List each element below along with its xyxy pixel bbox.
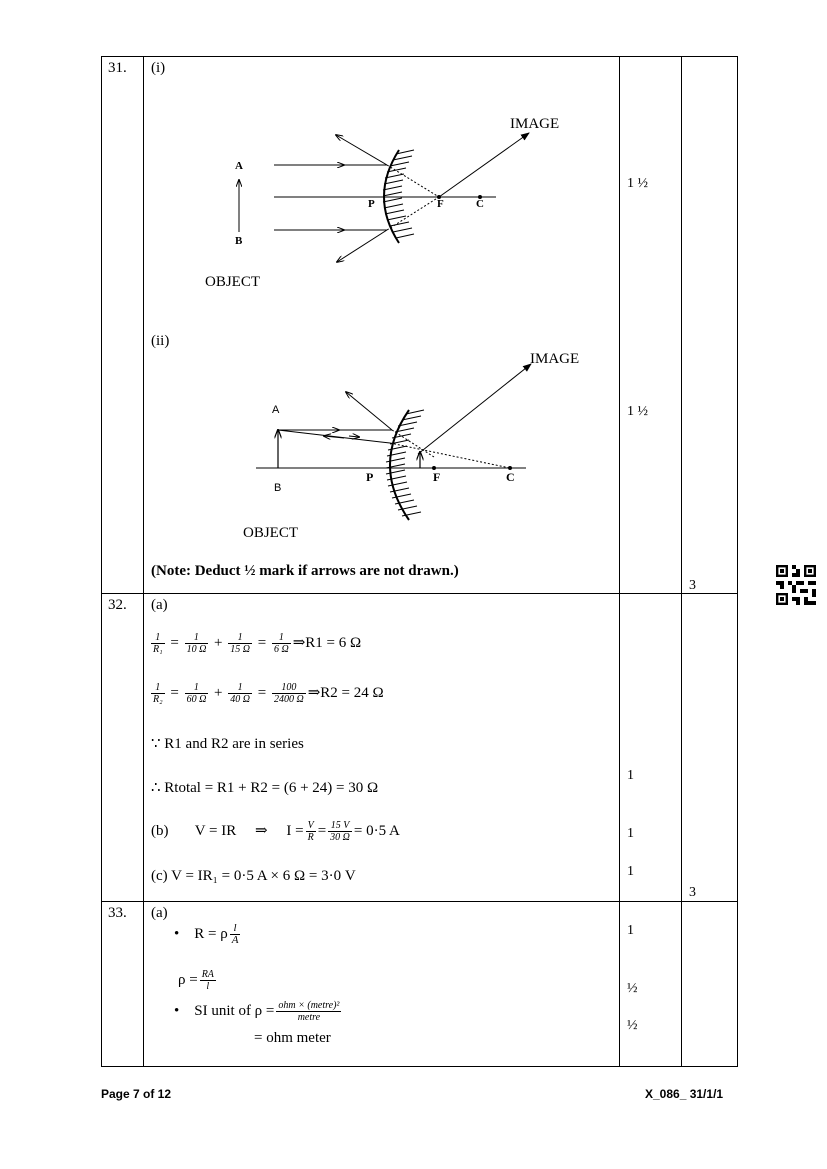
diagram2-label-b: B (274, 482, 282, 494)
q33-mark-1: 1 (627, 923, 634, 938)
q32-series-statement: ∵ R1 and R2 are in series (151, 736, 304, 752)
q31-number: 31. (108, 60, 127, 76)
q32-mark-b: 1 (627, 826, 634, 841)
diagram2-label-p: P (366, 470, 374, 484)
footer-page-number: Page 7 of 12 (101, 1087, 172, 1101)
diagram2-label-f: F (433, 470, 441, 484)
q32-equation-2: $\frac{1}{\text{R₂}}$ = $\frac{1}{60 \Omega}$ + $\frac{1}{40 \Omega}$ = $\frac{100}{2400 \Omega}$ ⇒R2 = 24 Ω (153, 682, 384, 705)
table-row-divider-2 (101, 901, 738, 902)
diagram2-label-c: C (506, 470, 515, 484)
table-col-divider-3 (681, 56, 682, 1066)
q31-part-i-label: (i) (151, 60, 166, 76)
table-col-divider-2 (619, 56, 620, 1066)
diagram1-object-label: OBJECT (205, 274, 261, 290)
q33-bullet-2: • SI unit of ρ = $\frac{\text{ohm × (metre)²}}{\text{metre}}$ (174, 1000, 340, 1023)
q32-total: 3 (689, 885, 696, 900)
footer-paper-code: X_086_ 31/1/1 (645, 1087, 724, 1101)
q32-number: 32. (108, 597, 127, 613)
q33-si-unit-result: = ohm meter (254, 1030, 331, 1046)
diagram2-label-a: A (272, 404, 280, 416)
q33-mark-2: ½ (627, 981, 638, 996)
q31-mark-i: 1 ½ (627, 176, 648, 191)
diagram2-image-label: IMAGE (530, 351, 580, 367)
table-border-left (101, 56, 102, 1066)
q32-mark-total: 1 (627, 768, 634, 783)
q32-total-resistance: ∴ Rtotal = R1 + R2 = (6 + 24) = 30 Ω (151, 780, 379, 796)
q32-part-b: (b) V = IR ⇒ I = $\frac{V}{R}$ = $\frac{15 V}{30 \Omega}$ = 0·5 A (151, 820, 400, 843)
q32-mark-c: 1 (627, 864, 634, 879)
q31-total: 3 (689, 578, 696, 593)
diagram1-label-b: B (235, 235, 243, 247)
qr-code (776, 565, 816, 605)
table-border-bottom (101, 1066, 738, 1067)
diagram1-label-a: A (235, 160, 243, 172)
diagram2-object-label: OBJECT (243, 525, 299, 541)
table-border-right (737, 56, 738, 1066)
diagram1-label-f: F (437, 198, 444, 210)
q32-part-c: (c) V = IR₁ = 0·5 A × 6 Ω = 3·0 V (151, 868, 356, 884)
table-border-top (101, 56, 738, 57)
q33-number: 33. (108, 905, 127, 921)
q31-note: (Note: Deduct ½ mark if arrows are not drawn.) (151, 563, 459, 579)
q33-rho-formula: ρ = $\frac{RA}{l}$ (178, 969, 214, 992)
convex-mirror-diagram-2 (144, 350, 619, 530)
diagram1-image-label: IMAGE (510, 116, 560, 132)
q33-part-a-label: (a) (151, 905, 168, 921)
diagram1-label-p: P (368, 198, 375, 210)
q32-equation-1: $\frac{1}{\text{R₁}}$ = $\frac{1}{10 \Omega}$ + $\frac{1}{15 \Omega}$ = $\frac{1}{6 \Omega}$ ⇒R1 = 6 Ω (153, 632, 362, 655)
bullet-icon: • (174, 1002, 180, 1019)
table-row-divider-1 (101, 593, 738, 594)
q31-part-ii-label: (ii) (151, 333, 170, 349)
q32-part-a-label: (a) (151, 597, 168, 613)
q33-bullet-1: • R = ρ $\frac{l}{A}$ (174, 922, 239, 946)
q31-mark-ii: 1 ½ (627, 404, 648, 419)
bullet-icon: • (174, 925, 180, 942)
diagram1-label-c: C (476, 198, 484, 210)
q33-mark-3: ½ (627, 1018, 638, 1033)
